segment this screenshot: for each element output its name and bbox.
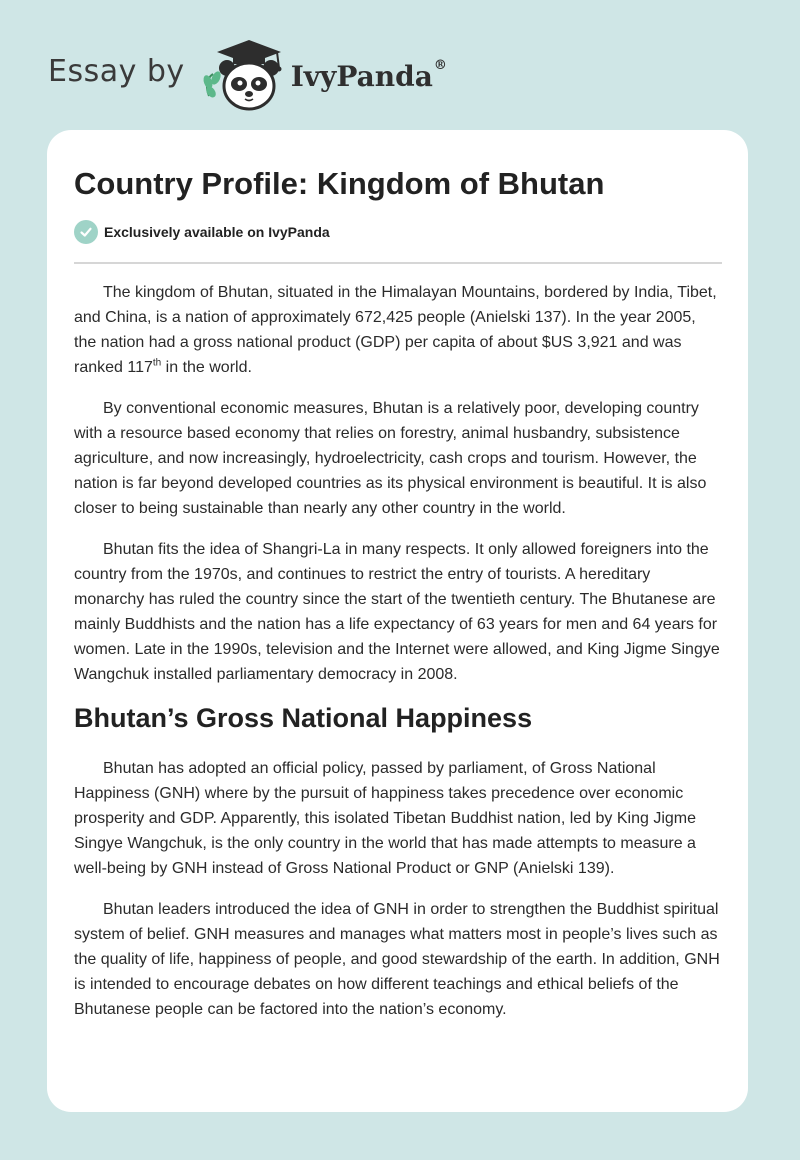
paragraph-1: The kingdom of Bhutan, situated in the Himalayan Mountains, bordered by India, Tibet, and China, is a nation of approximately 672,425 people (Anielski 137). In the year 2005, the nation had a gross national product (GDP) per capita of about $US 3,921 and was ranked 117th in the world. xyxy=(74,284,717,376)
section-heading: Bhutan’s Gross National Happiness xyxy=(74,703,533,733)
paragraph-3: Bhutan fits the idea of Shangri-La in many respects. It only allowed foreigners into the country from the 1970s, and continues to restrict the entry of tourists. A hereditary monarchy has ruled the country since the start of the twentieth century. The Bhutanese are mainly Buddhists and the nation has a life expectancy of 63 years for men and 64 years for women. Late in the 1990s, television and the Internet were allowed, and King Jigme Singye Wangchuk installed parliamentary democracy in 2008. xyxy=(74,541,720,683)
essay-card xyxy=(47,130,748,1112)
paragraph-4: Bhutan has adopted an official policy, passed by parliament, of Gross National Happiness (GNH) where by the pursuit of happiness takes precedence over economic prosperity and GDP. Apparently, this isolated Tibetan Buddhist nation, led by King Jigme Singye Wangchuk, is the only country in the world that has made attempts to measure a well-being by GNH instead of Gross National Product or GNP (Anielski 139). xyxy=(74,760,696,877)
checkmark-icon xyxy=(74,220,98,244)
site-header xyxy=(48,34,447,114)
paragraph-5: Bhutan leaders introduced the idea of GNH in order to strengthen the Buddhist spiritual system of belief. GNH measures and manages what matters most in people’s lives such as the quality of life, happiness of people, and good stewardship of the earth. In addition, GNH is intended to encourage debates on how different teachings and ethical beliefs of the Bhutanese people can be factored into the nation’s economy. xyxy=(74,901,720,1018)
divider xyxy=(74,262,722,264)
panda-logo-icon[interactable] xyxy=(199,34,285,114)
paragraph-2: By conventional economic measures, Bhutan is a relatively poor, developing country with a resource based economy that relies on forestry, animal husbandry, subsistence agriculture, and now increasingly, hydroelectricity, cash crops and tourism. However, the nation is far beyond developed countries as its physical environment is beautiful. It is also closer to being sustainable than nearly any other country in the world. xyxy=(74,400,707,517)
ordinal-suffix: th xyxy=(152,357,162,369)
essay-by-label: Essay by xyxy=(48,53,185,89)
brand-name[interactable]: IvyPanda® xyxy=(290,57,447,93)
exclusive-badge-label: Exclusively available on IvyPanda xyxy=(104,224,330,240)
exclusive-badge xyxy=(74,220,330,244)
page-title: Country Profile: Kingdom of Bhutan xyxy=(74,166,605,201)
registered-mark: ® xyxy=(433,57,447,73)
essay-body xyxy=(74,280,722,1038)
